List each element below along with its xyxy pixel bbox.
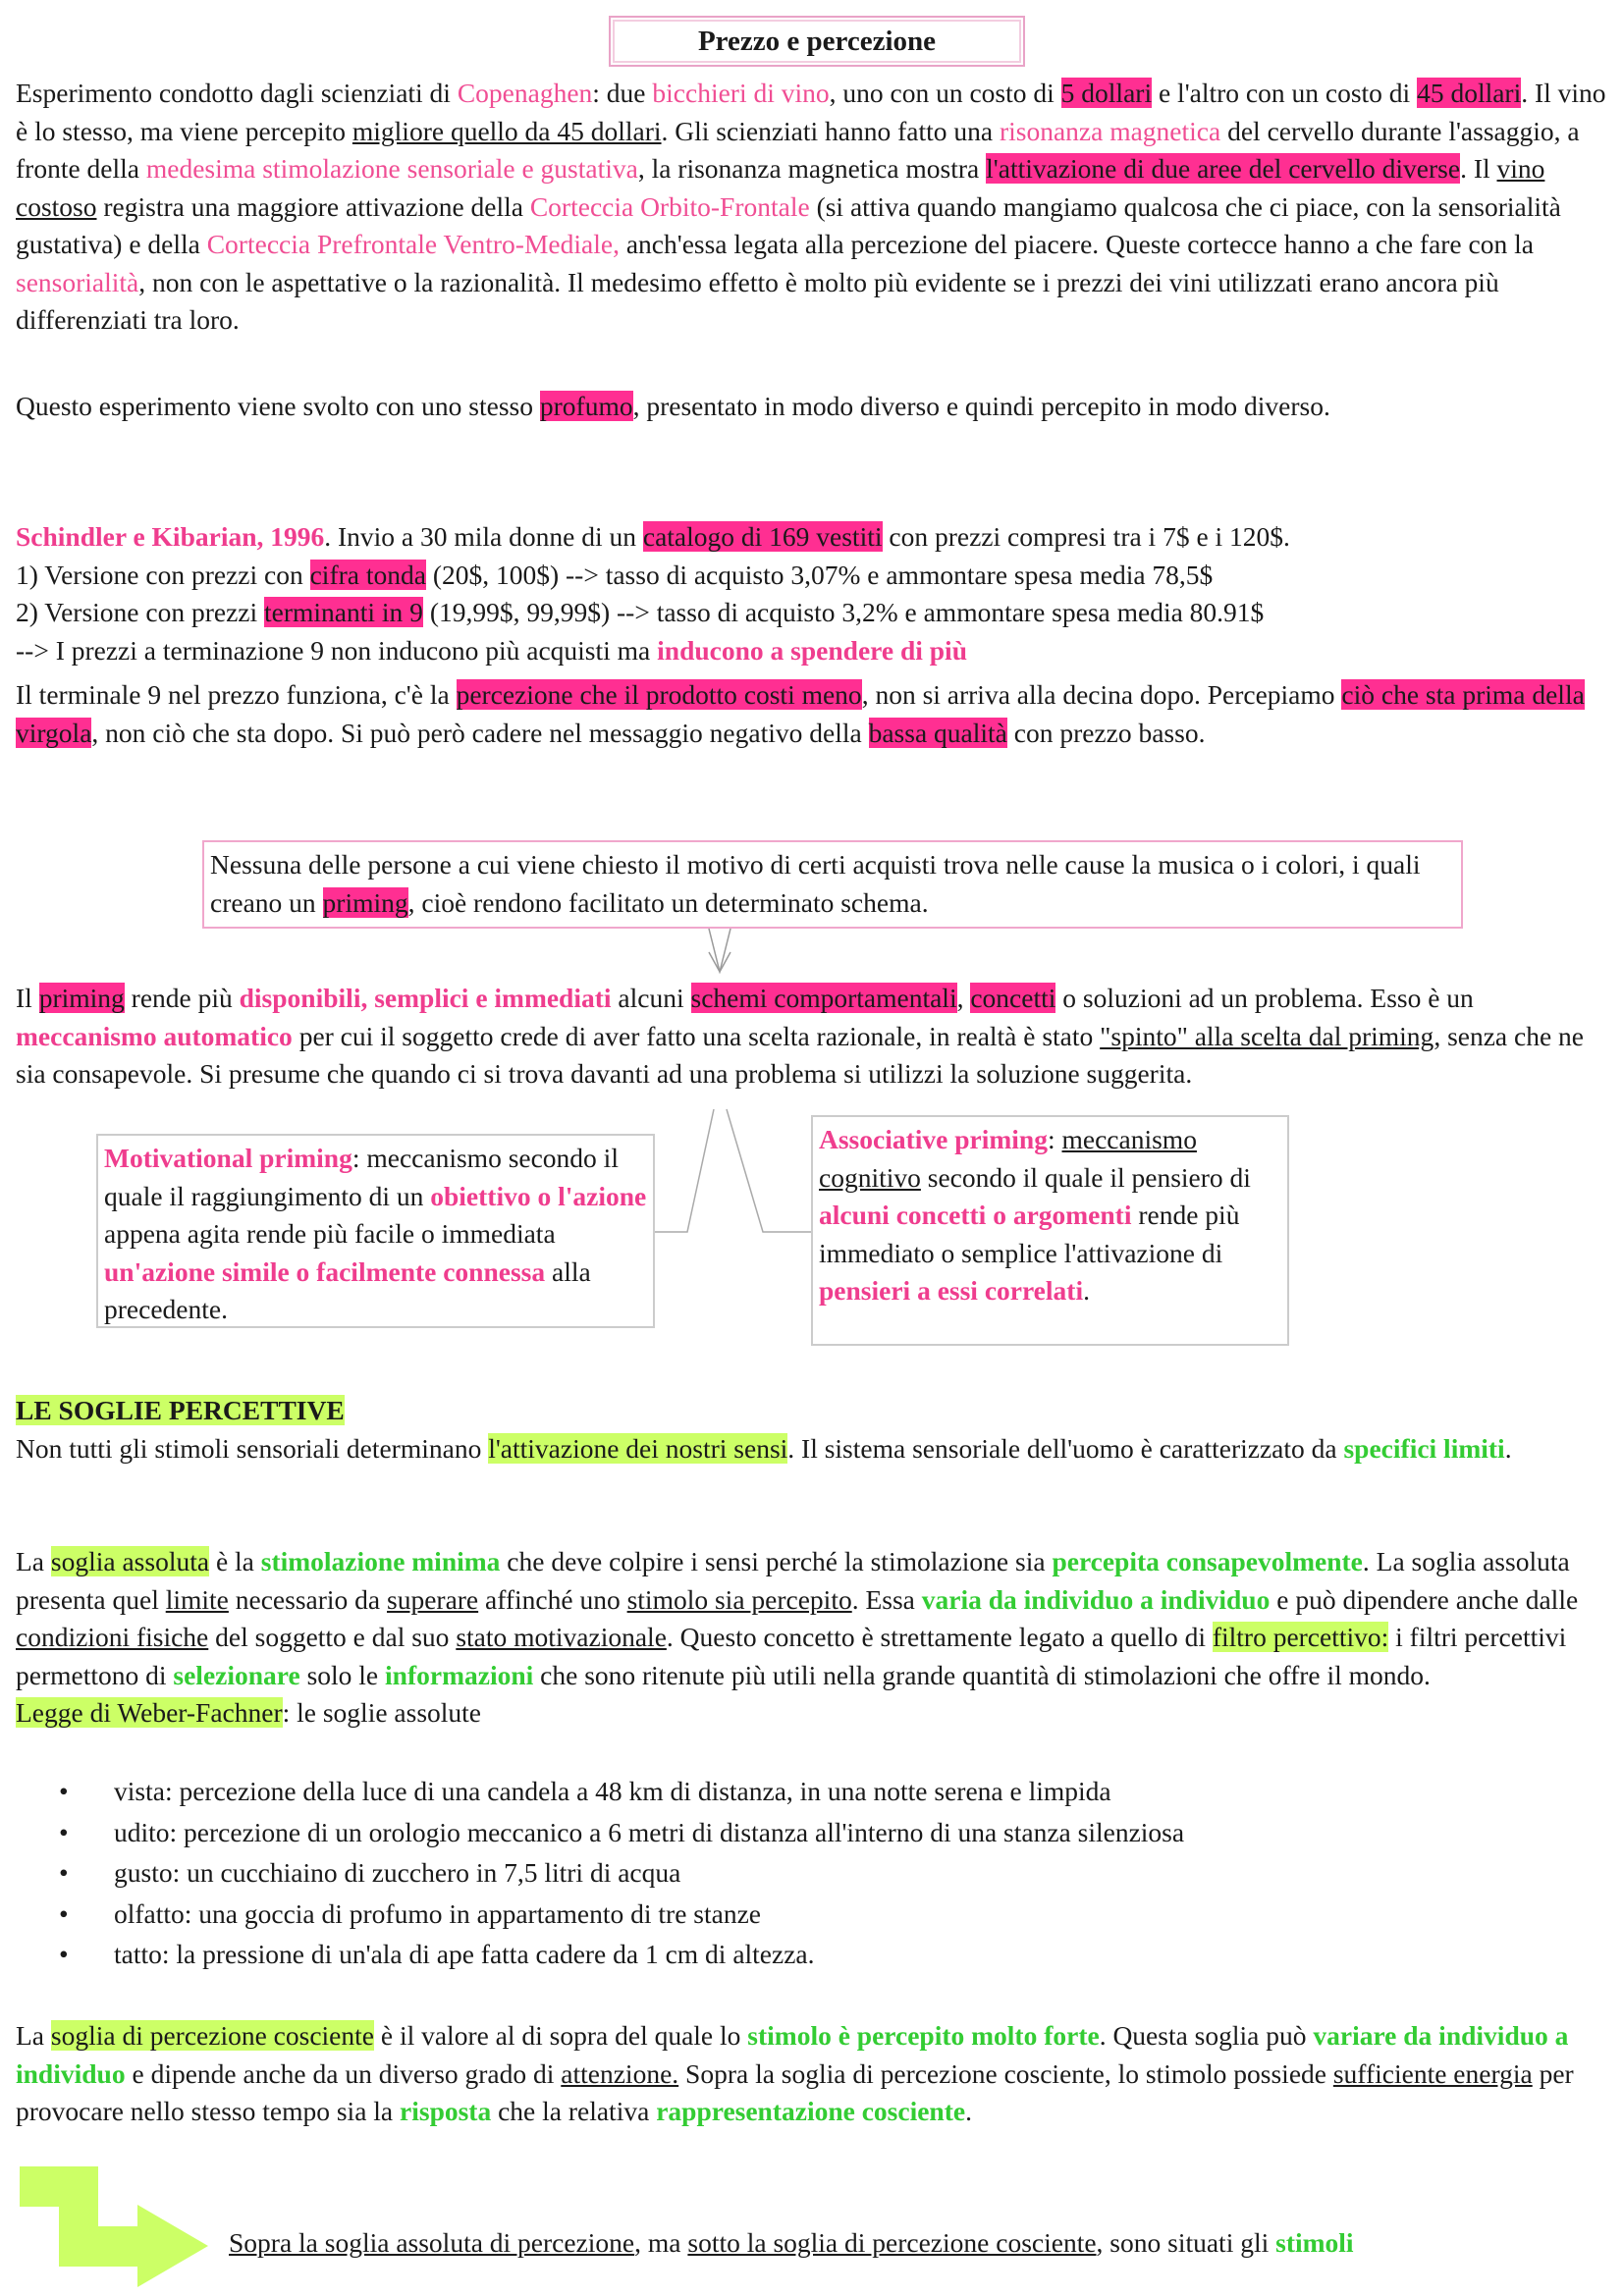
keyword: percepita consapevolmente [1052,1546,1363,1576]
text: , non con le aspettative o la razionalità. Il medesimo effetto è molto più evidente se i prezzi dei vini utilizzati erano ancora più differenziati tra loro. [16,266,1499,335]
keyword: rappresentazione cosciente [656,2096,966,2126]
box-motivational-priming [96,1134,655,1328]
keyword: alcuni concetti o argomenti [819,1200,1132,1230]
text: per cui il soggetto crede di aver fatto una scelta razionale, in realtà è stato [292,1020,1101,1051]
keyword: specifici limiti [1343,1432,1505,1464]
underlined-text: limite [165,1583,229,1615]
text: e dipende anche da un diverso grado di [125,2057,562,2089]
text: . Gli scienziati hanno fatto una [661,115,1000,146]
text: appena agita rende più facile o immediata [104,1218,556,1249]
keyword: selezionare [173,1659,300,1690]
text: , [956,983,971,1013]
underlined-text: meccanismo cognitivo [819,1124,1197,1193]
text: 1) Versione con prezzi con [16,559,310,590]
text: Questo esperimento viene svolto con uno stesso [16,391,540,421]
underlined-text: sufficiente energia [1332,2057,1533,2089]
underlined-text: migliore quello da 45 dollari [352,115,662,146]
text: La [16,1546,51,1576]
list-item: • gusto: un cucchiaino di zucchero in 7,5 litri di acqua [59,1852,1184,1894]
highlight: catalogo di 169 vestiti [642,521,883,552]
text: Sopra la soglia di percezione cosciente, lo stimolo possiede [678,2057,1333,2089]
highlight: schemi comportamentali [690,983,957,1013]
keyword: variare da individuo a individuo [16,2020,1569,2089]
text: i filtri percettivi permettono di [16,1622,1567,1690]
text: . Questo concetto è strettamente legato a quello di [666,1622,1213,1652]
paragraph-soglia-assoluta [16,1543,1611,1733]
text: , la risonanza magnetica mostra [637,153,987,184]
underlined-text: Sopra la soglia assoluta di percezione [229,2227,635,2258]
text: del soggetto e dal suo [208,1622,457,1652]
keyword: inducono a spendere di più [657,634,967,666]
highlight: 5 dollari [1060,78,1153,108]
text: , uno con un costo di [829,78,1061,108]
text: e può dipendere anche dalle [1270,1583,1579,1615]
underlined-text: superare [387,1583,479,1615]
keyword: varia da individuo a individuo [921,1583,1271,1615]
highlight: profumo [539,391,633,421]
text: . Questa soglia può [1099,2020,1314,2051]
text: per provocare nello stesso tempo sia la [16,2057,1574,2126]
keyword: stimolo è percepito molto forte [747,2020,1100,2051]
text: . Il vino è lo stesso, ma viene percepito [16,78,1606,146]
text: alla precedente. [104,1255,591,1324]
keyword: risonanza magnetica [999,115,1221,146]
keyword: Schindler e Kibarian, 1996 [16,521,325,552]
text: Il [16,983,39,1013]
text: Esperimento condotto dagli scienziati di [16,78,458,108]
list-item: • vista: percezione della luce di una candela a 48 km di distanza, in una notte serena e limpida [59,1771,1184,1812]
keyword: obiettivo o l'azione [430,1180,647,1211]
text: : due [592,78,653,108]
highlight: bassa qualità [868,717,1007,748]
text: che sono ritenute più utili nella grande quantità di stimolazioni che offre il mondo. [533,1659,1431,1690]
highlight: Legge di Weber-Fachner [16,1697,283,1728]
text: Non tutti gli stimoli sensoriali determinano [16,1432,489,1464]
text: , non ciò che sta dopo. Si può però cadere nel messaggio negativo della [91,717,869,748]
text: affinché uno [478,1583,627,1615]
keyword: Copenaghen [457,78,593,108]
text: e l'altro con un costo di [1152,78,1418,108]
text: La [16,2020,51,2051]
box-associative-priming [811,1115,1289,1346]
text: registra una maggiore attivazione della [96,190,530,222]
highlight: l'attivazione di due aree del cervello diverse [986,153,1461,184]
highlight: priming [322,886,408,918]
list-item: • tatto: la pressione di un'ala di ape fatta cadere da 1 cm di altezza. [59,1934,1184,1975]
text: rende più [124,983,240,1013]
text: necessario da [228,1583,387,1615]
text: . [1083,1275,1090,1306]
highlight: terminanti in 9 [264,597,423,627]
underlined-text: attenzione. [561,2057,679,2089]
arrow-down-icon [709,929,730,972]
page-title: Prezzo e percezione [609,16,1025,67]
bullet-list-thresholds [59,1771,1184,1975]
keyword: bicchieri di vino [652,78,830,108]
keyword: Motivational priming [104,1143,352,1173]
text: . Essa [851,1583,922,1615]
paragraph-priming [16,980,1611,1094]
text: , ma [634,2227,688,2258]
text: : [1047,1124,1062,1154]
highlight: ciò che sta prima della virgola [16,679,1585,748]
keyword: Associative priming [819,1124,1048,1154]
text: alcuni [611,983,691,1013]
text: . [965,2096,972,2126]
text: , non si arriva alla decina dopo. Percepiamo [861,679,1342,710]
underlined-text: condizioni fisiche [16,1622,209,1652]
text: solo le [299,1659,386,1690]
text: rende più immediato o semplice l'attivazione di [819,1200,1240,1268]
corner-arrow-icon [20,2166,208,2287]
text: . [1504,1432,1512,1464]
keyword: disponibili, semplici e immediati [239,983,612,1013]
keyword: Corteccia Prefrontale Ventro-Mediale, [206,229,620,259]
text: o soluzioni ad un problema. Esso è un [1055,983,1474,1013]
highlight: cifra tonda [309,559,426,590]
highlight: filtro percettivo: [1212,1622,1389,1652]
underlined-text: stato motivazionale [456,1622,667,1652]
text: 2) Versione con prezzi [16,597,265,627]
text: con prezzo basso. [1006,717,1206,748]
paragraph-soglia-cosciente [16,2017,1611,2131]
highlight: soglia assoluta [50,1546,210,1576]
text: . La soglia assoluta presenta quel [16,1546,1570,1615]
list-item: • olfatto: una goccia di profumo in appartamento di tre stanze [59,1894,1184,1935]
connector-right [727,1109,811,1232]
highlight: percezione che il prodotto costi meno [456,679,862,710]
highlight: 45 dollari [1417,78,1522,108]
text: , presentato in modo diverso e quindi percepito in modo diverso. [632,391,1330,421]
text: con prezzi compresi tra i 7$ e i 120$. [882,521,1290,552]
highlight: priming [38,983,125,1013]
text: . Invio a 30 mila donne di un [324,521,643,552]
arrow-down-icon-stroke [709,929,730,972]
text: che deve colpire i sensi perché la stimolazione sia [500,1546,1053,1576]
text: Nessuna delle persone a cui viene chiesto il motivo di certi acquisti trova nelle cause la musica o i colori, i quali creano un [210,849,1421,918]
keyword: Corteccia Orbito-Frontale [529,190,810,222]
text: : le soglie assolute [282,1697,482,1728]
keyword: sensorialità [16,266,139,297]
underlined-text: sotto la soglia di percezione cosciente [687,2227,1097,2258]
connector-left [655,1109,714,1232]
keyword: informazioni [385,1659,534,1690]
text: è il valore al di sopra del quale lo [373,2020,748,2051]
keyword: medesima stimolazione sensoriale e gustativa [145,153,638,184]
text: , sono situati gli [1096,2227,1276,2258]
highlight: concetti [970,983,1056,1013]
text: che la relativa [491,2096,657,2126]
keyword: stimoli [1275,2227,1354,2258]
underlined-text: vino costoso [16,153,1545,222]
highlight: l'attivazione dei nostri sensi [488,1432,788,1464]
text: : meccanismo secondo il quale il raggiungimento di un [104,1143,619,1211]
underlined-text: "spinto" alla scelta dal priming [1100,1020,1434,1051]
text: --> I prezzi a terminazione 9 non inducono più acquisti ma [16,634,658,666]
text: , senza che ne sia consapevole. Si presume che quando ci si trova davanti ad una problema si utilizzi la soluzione suggerita. [16,1020,1584,1089]
text: Il terminale 9 nel prezzo funziona, c'è la [16,679,457,710]
highlight: soglia di percezione cosciente [50,2020,374,2051]
text: , cioè rendono facilitato un determinato schema. [407,886,929,918]
keyword: un'azione simile o facilmente connessa [104,1255,546,1287]
underlined-text: stimolo sia percepito [626,1583,852,1615]
keyword: pensieri a essi correlati [819,1275,1084,1306]
section-soglie-percettive [16,1392,1611,1468]
text: (si attiva quando mangiamo qualcosa che ci piace, con la sensorialità gustativa) e della [16,190,1561,259]
paragraph-stimoli [229,2224,1613,2263]
keyword: risposta [400,2096,492,2126]
text: . Il [1460,153,1497,184]
keyword: meccanismo automatico [16,1020,293,1051]
text: . Il sistema sensoriale dell'uomo è caratterizzato da [787,1432,1344,1464]
keyword: stimolazione minima [260,1546,501,1576]
text: anch'essa legata alla percezione del piacere. Queste cortecce hanno a che fare con la [619,229,1534,259]
text: (20$, 100$) --> tasso di acquisto 3,07% e ammontare spesa media 78,5$ [425,559,1214,590]
text: (19,99$, 99,99$) --> tasso di acquisto 3,2% e ammontare spesa media 80.91$ [422,597,1265,627]
section-heading: LE SOGLIE PERCETTIVE [16,1395,345,1425]
text: è la [209,1546,261,1576]
list-item: • udito: percezione di un orologio meccanico a 6 metri di distanza all'interno di una stanza silenziosa [59,1812,1184,1853]
text: del cervello durante l'assaggio, a fronte della [16,115,1580,184]
text: secondo il quale il pensiero di [920,1161,1251,1193]
